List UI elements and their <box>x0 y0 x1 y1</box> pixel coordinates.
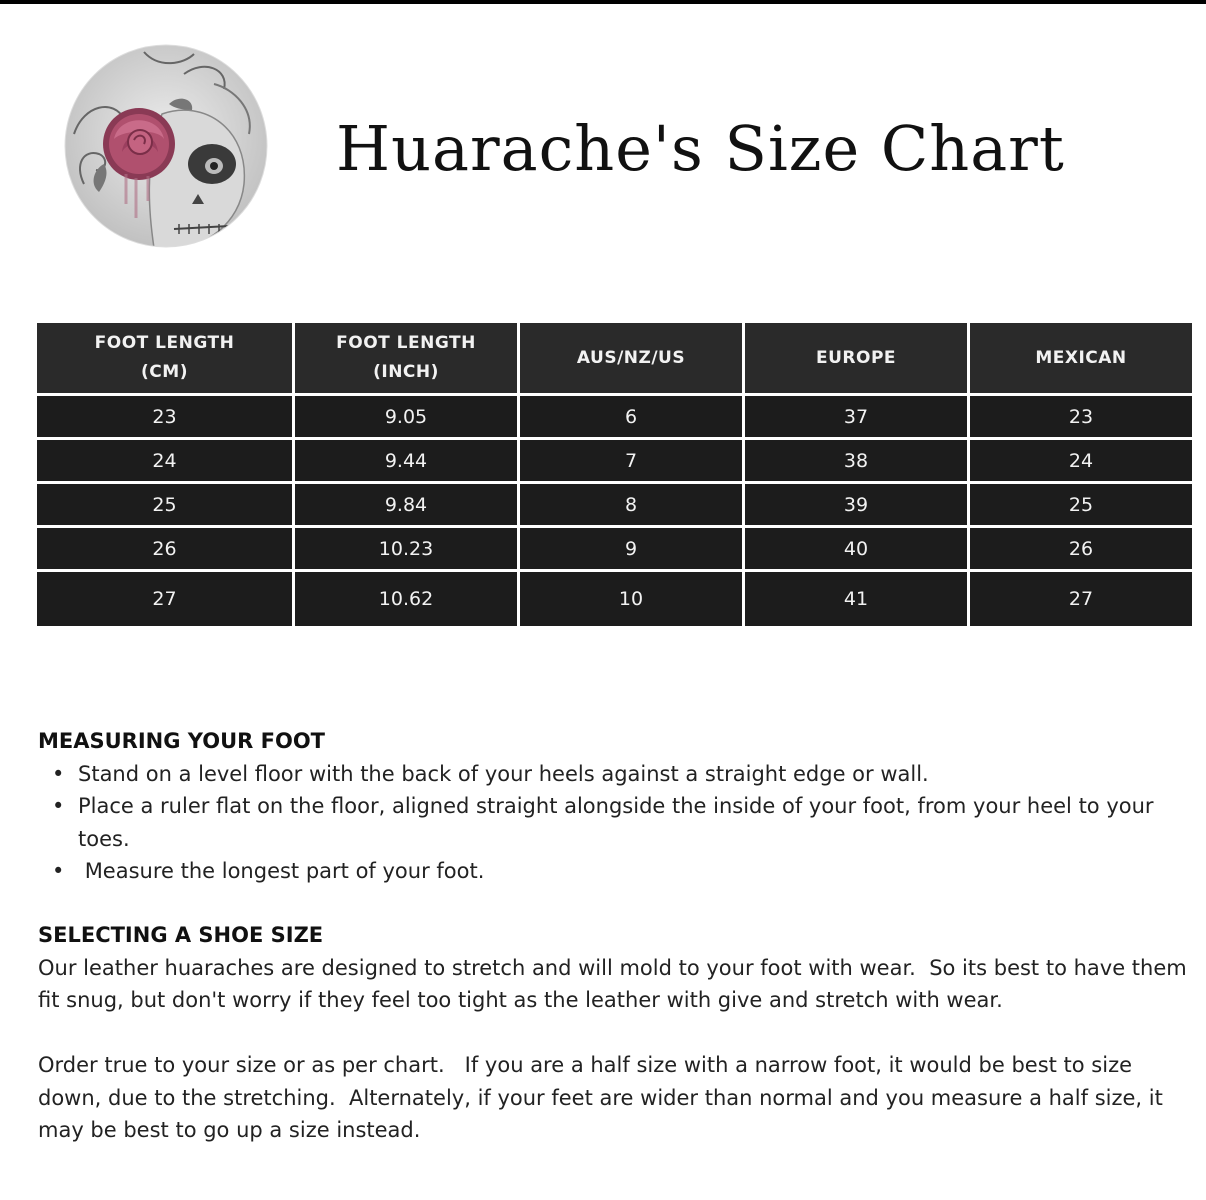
table-cell: 6 <box>520 396 742 437</box>
selecting-paragraph: Our leather huaraches are designed to stretch and will mold to your foot with wear. So its best to have them fit snug, but don't worry if they feel too tight as the leather with give and stretch with wear. <box>38 955 1194 1012</box>
table-cell: 10.23 <box>295 528 517 569</box>
page-title: Huarache's Size Chart <box>336 112 1065 185</box>
table-row <box>37 396 1192 437</box>
table-row <box>37 484 1192 525</box>
table-cell: 7 <box>520 440 742 481</box>
header-aus-nz-us <box>520 323 742 393</box>
order-section <box>38 1049 1188 1147</box>
table-cell: 37 <box>745 396 967 437</box>
table-cell: 23 <box>37 396 292 437</box>
header-line: FOOT LENGTH <box>336 333 476 353</box>
measuring-heading: MEASURING YOUR FOOT <box>38 729 325 753</box>
table-header-row <box>37 323 1192 393</box>
table-cell: 8 <box>520 484 742 525</box>
table-cell: 10 <box>520 572 742 626</box>
selecting-heading: SELECTING A SHOE SIZE <box>38 923 324 947</box>
header-line: MEXICAN <box>1035 347 1127 368</box>
header-line: EUROPE <box>815 347 897 368</box>
table-cell: 23 <box>970 396 1192 437</box>
table-cell: 9.05 <box>295 396 517 437</box>
table-cell: 25 <box>37 484 292 525</box>
table-cell: 38 <box>745 440 967 481</box>
table-cell: 24 <box>37 440 292 481</box>
list-item: • Measure the longest part of your foot. <box>38 855 1188 888</box>
table-cell: 39 <box>745 484 967 525</box>
table-cell: 27 <box>970 572 1192 626</box>
table-cell: 10.62 <box>295 572 517 626</box>
table-row <box>37 572 1192 626</box>
table-row <box>37 440 1192 481</box>
header-europe <box>745 323 967 393</box>
table-cell: 41 <box>745 572 967 626</box>
header-foot-length-inch <box>295 323 517 393</box>
measuring-section <box>38 725 1188 888</box>
table-cell: 9 <box>520 528 742 569</box>
measuring-list <box>38 758 1188 888</box>
list-item: • Stand on a level floor with the back of your heels against a straight edge or wall. <box>38 758 1188 791</box>
header-mexican <box>970 323 1192 393</box>
table-row <box>37 528 1192 569</box>
table-cell: 9.84 <box>295 484 517 525</box>
table-cell: 40 <box>745 528 967 569</box>
selecting-section <box>38 919 1194 1017</box>
list-item: • Place a ruler flat on the floor, aligned straight alongside the inside of your foot, from your heel to your toes. <box>38 790 1188 855</box>
table-cell: 9.44 <box>295 440 517 481</box>
table-cell: 26 <box>970 528 1192 569</box>
table-cell: 26 <box>37 528 292 569</box>
table-cell: 25 <box>970 484 1192 525</box>
order-paragraph: Order true to your size or as per chart. If you are a half size with a narrow foot, it would be best to size down, due to the stretching. Alternately, if your feet are wider than normal and you measure a half size, it may be best to go up a size instead. <box>38 1053 1170 1142</box>
header-foot-length-cm <box>37 323 292 393</box>
table-cell: 27 <box>37 572 292 626</box>
header-line: (INCH) <box>373 362 439 382</box>
table-cell: 24 <box>970 440 1192 481</box>
size-chart-table <box>34 320 1195 629</box>
top-rule <box>0 0 1206 4</box>
sugar-skull-rose-icon <box>64 44 268 248</box>
header-line: AUS/NZ/US <box>576 347 686 368</box>
header-line: FOOT LENGTH <box>94 333 235 353</box>
header-line: (CM) <box>141 362 188 382</box>
